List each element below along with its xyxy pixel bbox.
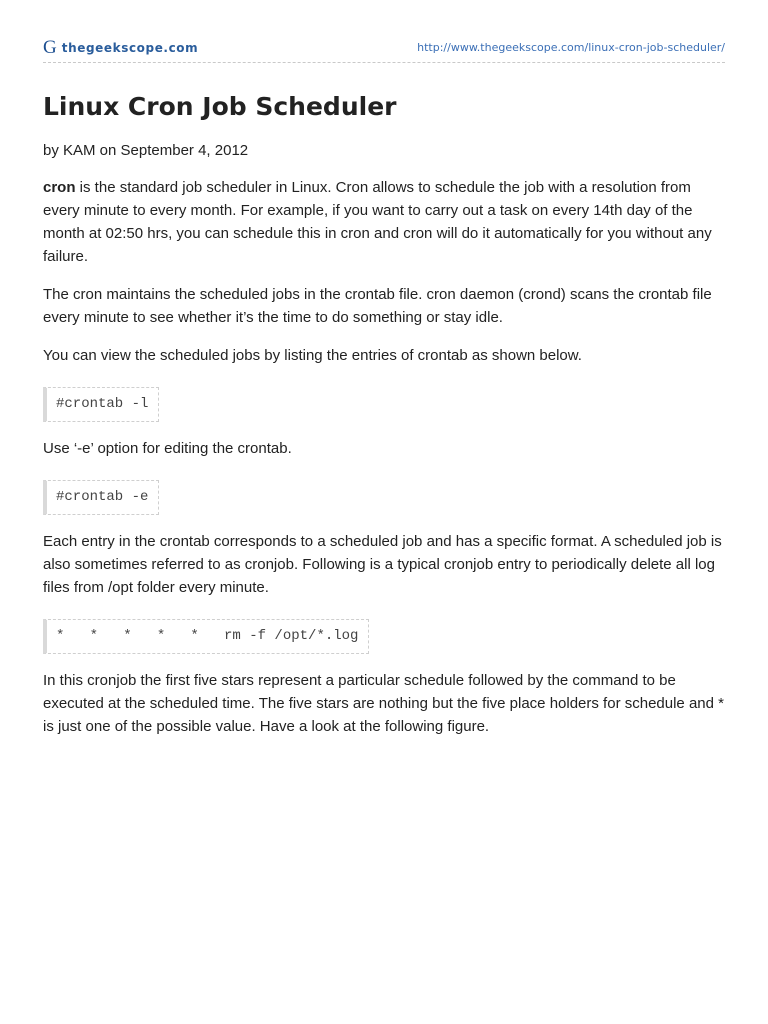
site-name: thegeekscope.com [61,40,199,55]
site-logo-icon: G [43,37,57,58]
code-text: * * * * * rm -f /opt/*.log [56,628,359,644]
paragraph-view-jobs: You can view the scheduled jobs by listing the entries of crontab as shown below. [43,347,582,364]
intro-text: is the standard job scheduler in Linux. Cron allows to schedule the job with a resolution from every minute to every month. For example, if you want to carry out a task on every 14th day of the month at 02:50 hrs, you can schedule this in cron and cron will do it automatically for you without any failure. [43,179,712,265]
page [43,0,725,738]
paragraph-crontab-file: The cron maintains the scheduled jobs in the crontab file. cron daemon (crond) scans the crontab file every minute to see whether it’s the time to do something or stay idle. [43,286,712,326]
page-url-link[interactable]: http://www.thegeekscope.com/linux-cron-job-scheduler/ [417,41,725,54]
site-brand[interactable] [43,38,198,57]
intro-bold-term: cron [43,179,76,196]
code-block-cronjob [43,619,369,654]
intro-paragraph [43,176,725,268]
paragraph-edit-option: Use ‘-e’ option for editing the crontab. [43,440,292,457]
code-block-edit [43,480,159,515]
code-block-list [43,387,159,422]
code-text: #crontab -l [56,396,149,412]
article-byline: by KAM on September 4, 2012 [43,142,249,159]
paragraph-five-stars: In this cronjob the first five stars represent a particular schedule followed by the command to be executed at the scheduled time. The five stars are nothing but the five place holders for schedule and * is just one of the possible value. Have a look at the following figure. [43,672,724,735]
paragraph-entry-format: Each entry in the crontab corresponds to a scheduled job and has a specific format. A scheduled job is also sometimes referred to as cronjob. Following is a typical cronjob entry to periodically delete all log files from /opt folder every minute. [43,533,722,596]
page-header [43,0,725,63]
article-title: Linux Cron Job Scheduler [43,92,397,121]
code-text: #crontab -e [56,489,149,505]
header-bar [43,38,725,57]
